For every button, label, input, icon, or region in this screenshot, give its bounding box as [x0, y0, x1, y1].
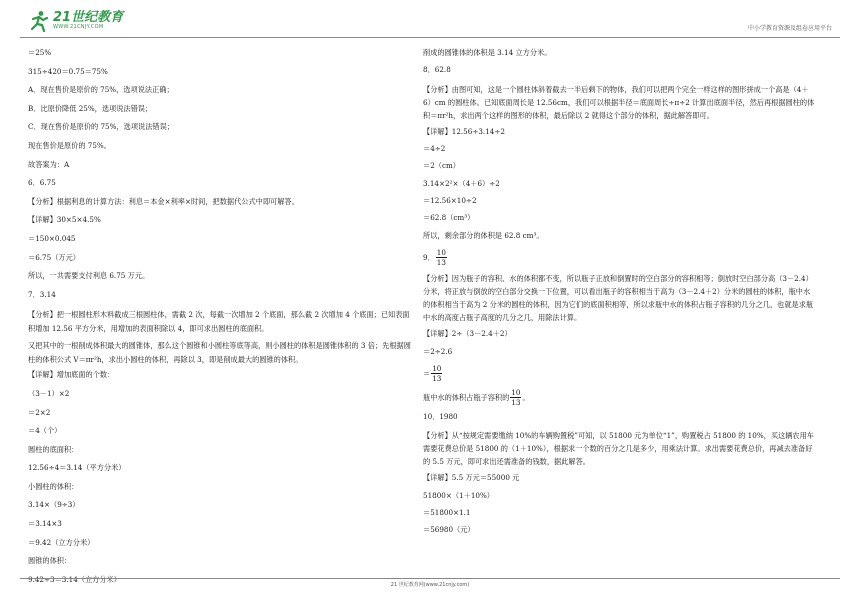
text-line: B．比原价降低 25%，选项说法错误；	[28, 103, 153, 113]
question-number: 10．1980	[423, 411, 458, 421]
text-line: 3.14×（9÷3）	[28, 500, 80, 510]
question-number: 8．62.8	[423, 65, 451, 75]
equals-sign: ＝	[423, 369, 431, 379]
fraction-result-line	[423, 364, 815, 384]
text-line: ＝6.75（万元）	[28, 252, 80, 262]
text-line: 315÷420＝0.75＝75%	[28, 66, 108, 76]
text-line: 现在售价是原价的 75%。	[28, 140, 111, 150]
text-line: 故答案为：A	[28, 159, 70, 169]
solution-text: 【详解】2÷（3－2.4＋2）	[423, 329, 512, 339]
text-line: ＝3.14×3	[28, 519, 62, 529]
text-line: 所以，剩余部分的体积是 62.8 cm³。	[423, 230, 544, 240]
platform-name: 中小学教育资源及组卷应用平台	[747, 25, 832, 32]
text-line: ＝4（个）	[28, 426, 62, 436]
text-line: ＝56980（元）	[423, 525, 475, 535]
text-line: 圆柱的底面积：	[28, 444, 79, 454]
text-line: （3－1）×2	[28, 388, 70, 398]
solution-text: 【详解】增加底面的个数：	[28, 370, 115, 380]
text-line: C．现在售价是原价的 75%，选项说法错误；	[28, 122, 174, 132]
header-divider	[20, 37, 840, 38]
text-line: 12.56÷4＝3.14（平方分米）	[28, 463, 126, 473]
analysis-text: 又把其中的一根削成体积最大的圆锥体，那么这个圆锥和小圆柱等底等高，则小圆柱的体积是圆锥体积的 3 倍；先根据圆柱的体积公式 V＝πr²h，求出小圆柱的体积，再除以 3，即是削成最大的圆锥的体积。	[28, 341, 411, 365]
text-line: ＝25%	[28, 48, 52, 57]
text-line: ＝4÷2	[423, 144, 446, 154]
text-line: ＝2×2	[28, 407, 51, 417]
footer-divider	[20, 578, 840, 579]
logo-name: 21世纪教育	[53, 10, 124, 26]
text-line: ＝62.8（cm³）	[423, 213, 475, 223]
question-number: 7．3.14	[28, 289, 56, 299]
solution-text: 【详解】5.5 万元＝55000 元	[423, 473, 520, 483]
logo-url: WWW.21CNJY.COM	[53, 24, 104, 31]
fraction-denominator: 13	[511, 398, 521, 408]
analysis-text: 【分析】从“按规定需要缴纳 10%的车辆购置税”可知，以 51800 元为单位“1”，购置税占 51800 的 10%，买这辆农用车需要花费总价是 51800 的（1＋10%），根据求一个数的百分之几是多少，用乘法计算。求出需要花费总价，再减去准备好的 5.5 万元，即可求出还需准备的钱数，据此解答。	[423, 431, 814, 467]
analysis-text: 【分析】根据利息的计算方法：利息＝本金×利率×时间，把数据代公式中即可解答。	[28, 196, 299, 206]
analysis-text: 【分析】把一根圆柱形木料截成三根圆柱体，需截 2 次，每截一次增加 2 个底面，那么截 2 次增加 4 个底面；已知表面积增加 12.56 平方分米，用增加的表面积除以 4，即可求出圆柱的底面积。	[28, 310, 410, 334]
text-line: 削成的圆锥体的体积是 3.14 立方分米。	[423, 48, 552, 57]
site-logo[interactable]	[28, 10, 123, 32]
analysis-text: 【分析】因为瓶子的容积、水的体积都不变，所以瓶子正放和倒置时的空白部分的容积相等；倒放时空白部分高（3－2.4）分米，将正放与倒放的空白部分交换一下位置，可以看出瓶子的容积相当于高为（3－2.4＋2）分米的圆柱的体积，瓶中水的体积相当于高为 2 分米的圆柱的体积，因为它们的底面积相等，所以求瓶中水的体积占瓶子容积的几分之几，也就是求瓶中水的高度占瓶子高度的几分之几，用除法计算。	[423, 273, 814, 322]
text-line: ＝150×0.045	[28, 233, 76, 243]
solution-text: 【详解】12.56÷3.14÷2	[423, 126, 505, 136]
text-line: ＝51800×1.1	[423, 508, 471, 518]
fraction-numerator: 10	[436, 248, 446, 258]
text-line: 3.14×2²×（4＋6）÷2	[423, 178, 500, 188]
text-line: 小圆柱的体积：	[28, 481, 79, 491]
analysis-text: 【分析】由图可知，这是一个圆柱体斜着截去一半后剩下的物体，我们可以把两个完全一样这样的图形拼成一个高是（4＋6）cm 的圆柱体。已知底面周长是 12.56cm，我们可以根据半径＝底面周长÷π÷2 计算出底面半径，然后再根据圆柱的体积＝πr²h，求出两个这样的图形的体积，最后除以 2 就得这个部分的体积，据此解答即可。	[423, 84, 815, 120]
page-header	[20, 8, 840, 38]
question-number-fraction	[423, 248, 815, 268]
left-column	[28, 48, 413, 593]
text-line: ＝2（cm）	[423, 161, 460, 171]
fraction	[431, 364, 442, 383]
fraction	[436, 248, 447, 267]
text-line: 9.42÷3＝3.14（立方分米）	[28, 574, 121, 584]
text-line: 51800×（1＋10%）	[423, 490, 494, 500]
fraction	[510, 388, 521, 407]
period: 。	[522, 393, 530, 403]
right-column	[423, 48, 815, 543]
runner-logo-icon	[28, 10, 50, 32]
fraction-conclusion-line	[423, 388, 815, 408]
text-line: ＝9.42（立方分米）	[28, 537, 95, 547]
question-prefix: 9．	[423, 253, 435, 263]
fraction-denominator: 13	[432, 374, 442, 384]
text-line: 圆锥的体积：	[28, 556, 72, 566]
text-line: 所以，一共需要支付利息 6.75 万元。	[28, 271, 150, 281]
text-line: ＝2÷2.6	[423, 346, 453, 356]
conclusion-text: 瓶中水的体积占瓶子容积的	[423, 393, 510, 403]
text-line: ＝12.56×10÷2	[423, 196, 477, 206]
question-number: 6．6.75	[28, 178, 56, 188]
fraction-denominator: 13	[436, 258, 446, 268]
solution-text: 【详解】30×5×4.5%	[28, 215, 101, 225]
fraction-numerator: 10	[432, 364, 442, 374]
footer-link[interactable]: 21 世纪教育网(www.21cnjy.com)	[390, 582, 470, 588]
text-line: A．现在售价是原价的 75%，选项说法正确；	[28, 85, 174, 95]
fraction-numerator: 10	[511, 388, 521, 398]
